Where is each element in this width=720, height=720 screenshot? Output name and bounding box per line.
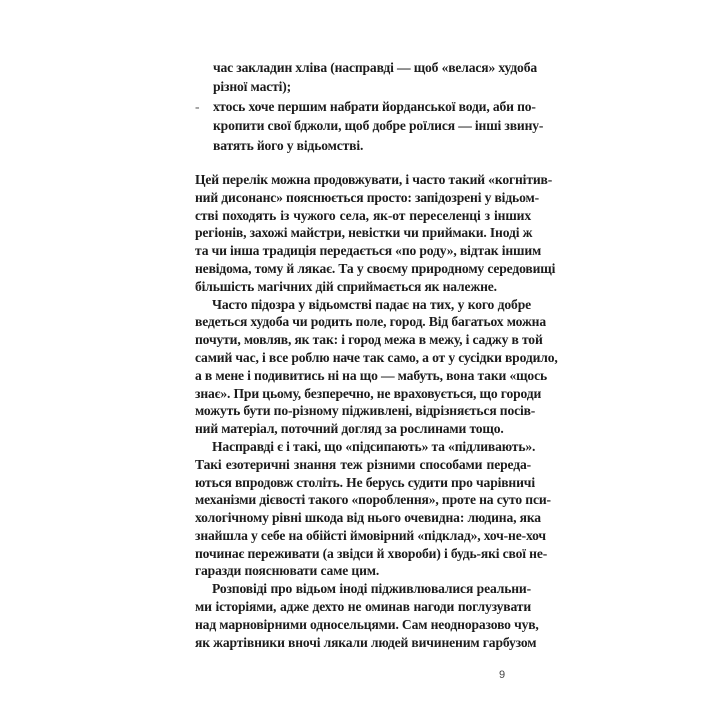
text-line: хтось хоче першим набрати йорданської води, аби по- [213,98,536,114]
text-line: можуть бути по-різному підживлені, відрізняється посів- [195,403,536,419]
list-item [195,97,544,155]
list-item-continuation [195,58,537,97]
text-line: механізми дієвості такого «пороблення», проте на суто пси- [195,492,551,508]
text-line: самий час, і все роблю наче так само, а от у сусідки вродило, [195,349,558,365]
text-line: над марновірними односельцями. Сам неодноразово чув, [195,616,539,632]
text-line: ний матеріал, поточний догляд за рослинами тощо. [195,421,504,437]
book-page-text [195,58,558,651]
text-line: Цей перелік можна продовжувати, і часто такий «когнітив- [195,171,553,187]
text-line: різної масті); [213,79,292,95]
text-line: ватять його у відьомстві. [213,137,364,153]
text-line: кропити свої бджоли, щоб добре роїлися — інші звину- [213,118,544,134]
paragraph-1 [195,171,556,296]
text-line: як жартівники вночі лякали людей вичиненим гарбузом [195,634,537,650]
text-line: почути, мовляв, як так: і город межа в межу, і саджу в той [195,332,543,348]
text-line: Часто підозра у відьомстві падає на тих, у кого добре [212,296,531,312]
text-line: гаразди пояснювати саме цим. [195,563,380,579]
page-number: 9 [499,669,506,681]
text-line: Розповіді про відьом іноді підживлювалися реальни- [212,581,531,597]
text-line: а в мене і подивитись ні на що — мабуть, вона таки «щось [195,367,547,383]
text-line: ведеться худоба чи родить поле, город. Від багатьох можна [195,314,546,330]
dash-bullet-icon: - [195,98,200,114]
text-line: хологічному рівні шкода від нього очевидна: людина, яка [195,510,541,526]
text-line: починає переживати (а звідси й хвороби) і будь-які свої не- [195,545,548,561]
text-line: Насправді є і такі, що «підсипають» та «підливають». [212,438,536,454]
text-line: час закладин хліва (насправді — щоб «велася» худоба [213,60,537,75]
text-line: та чи інша традиція передається «по роду», відтак іншим [195,243,542,259]
text-line: більшість магічних дій сприймається як належне. [195,278,497,294]
text-line: знає». При цьому, безперечно, не враховується, що городи [195,385,542,401]
bullet-list [195,58,544,155]
text-line: ються впродовж століть. Не берусь судити про чарівничі [195,474,535,490]
text-line: регіонів, захожі майстри, невістки чи приймаки. Іноді ж [195,225,533,241]
text-line: знайшла у себе на обійсті ймовірний «підклад», хоч-не-хоч [195,527,546,543]
text-line: невідома, тому й лякає. Та у своєму природному середовищі [195,260,556,276]
paragraph-2 [195,296,558,438]
paragraph-spacer [195,155,531,171]
paragraph-3 [195,438,551,580]
text-line: ми історіями, адже дехто не оминав нагоди поглузувати [195,599,531,615]
text-line: Такі езотеричні знання теж різними способами переда- [195,456,531,472]
text-line: стві походять із чужого села, як-от переселенці з інших [195,207,531,223]
paragraph-4 [195,580,539,651]
text-line: ний дисонанс» пояснюється просто: запідозрені у відьом- [195,189,539,205]
